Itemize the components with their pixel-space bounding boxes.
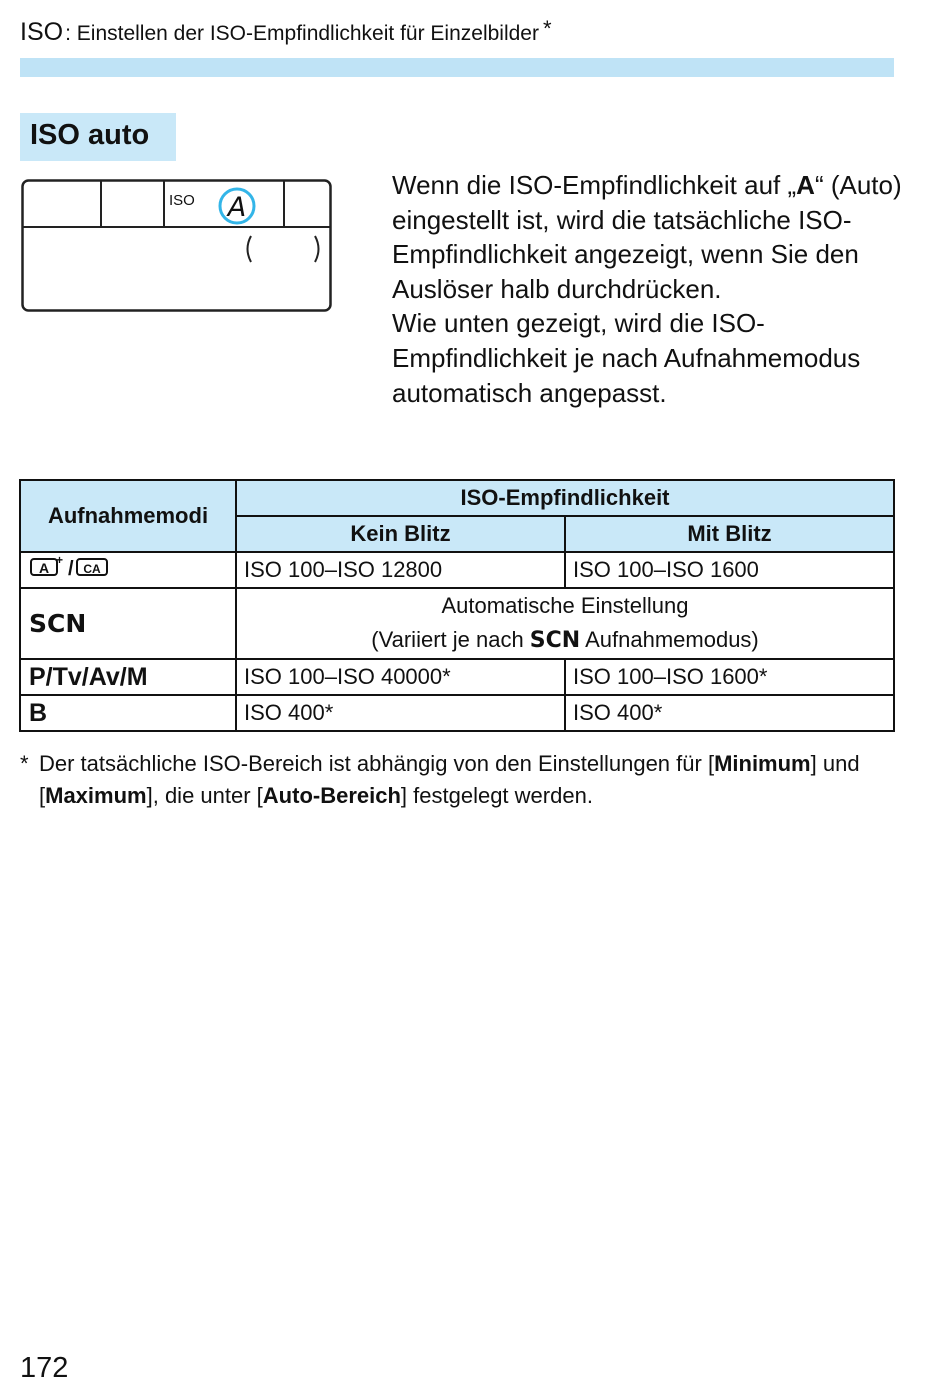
- table-row: [20, 659, 894, 695]
- header-iso-sensitivity: ISO-Empfindlichkeit: [236, 480, 894, 516]
- svg-text:/: /: [68, 557, 74, 580]
- page-header: [20, 18, 552, 47]
- scn-line-2: (Variiert je nach SCN Aufnahmemodus): [371, 627, 759, 653]
- iso-symbol: ISO: [20, 18, 64, 46]
- header-bar: [20, 58, 894, 77]
- intro-text: [392, 168, 912, 410]
- header-no-flash: Kein Blitz: [236, 516, 565, 552]
- scene-intelligent-auto-icon: [29, 554, 109, 580]
- cell-no-flash: ISO 100–ISO 40000*: [236, 659, 565, 695]
- mode-scn: SCN: [20, 588, 236, 659]
- footnote-mark: *: [20, 751, 29, 776]
- intro-paragraph-1: Wenn die ISO-Empfindlichkeit auf „A“ (Auto) eingestellt ist, wird die tatsächliche ISO-Empfindlichkeit angezeigt, wenn Sie den Auslöser halb durchdrücken.: [392, 170, 902, 304]
- footnote: [20, 748, 900, 812]
- lcd-panel-illustration: [21, 179, 333, 313]
- intro-paragraph-2: Wie unten gezeigt, wird die ISO-Empfindlichkeit je nach Aufnahmemodus automatisch angepasst.: [392, 308, 861, 408]
- cell-no-flash: ISO 100–ISO 12800: [236, 552, 565, 588]
- svg-text:+: +: [56, 553, 64, 567]
- header-with-flash: Mit Blitz: [565, 516, 894, 552]
- lcd-auto-letter: A: [227, 192, 247, 223]
- footnote-text: Der tatsächliche ISO-Bereich ist abhängig von den Einstellungen für [Minimum] und [Maximum], die unter [Auto-Bereich] festgelegt werden.: [39, 751, 860, 808]
- header-star: *: [542, 16, 552, 41]
- header-shooting-modes: Aufnahmemodi: [20, 480, 236, 552]
- cell-no-flash: ISO 400*: [236, 695, 565, 731]
- header-title: Einstellen der ISO-Empfindlichkeit für Einzelbilder: [76, 22, 539, 45]
- svg-text:CA: CA: [83, 561, 101, 576]
- mode-ptvavm: P/Tv/Av/M: [20, 659, 236, 695]
- header-colon: :: [65, 22, 71, 45]
- table-row: [20, 552, 894, 588]
- cell-flash: ISO 100–ISO 1600*: [565, 659, 894, 695]
- svg-text:A: A: [38, 559, 50, 576]
- cell-flash: ISO 400*: [565, 695, 894, 731]
- mode-auto-icons: [20, 552, 236, 588]
- table-row: [20, 588, 894, 659]
- scn-line-1: Automatische Einstellung: [441, 593, 689, 618]
- section-title: ISO auto: [20, 113, 176, 161]
- iso-mode-table: [19, 479, 895, 732]
- cell-flash: ISO 100–ISO 1600: [565, 552, 894, 588]
- page-number: 172: [20, 1352, 69, 1384]
- lcd-iso-label: ISO: [169, 192, 195, 209]
- mode-bulb: B: [20, 695, 236, 731]
- cell-scn-auto: [236, 588, 894, 659]
- table-row: [20, 695, 894, 731]
